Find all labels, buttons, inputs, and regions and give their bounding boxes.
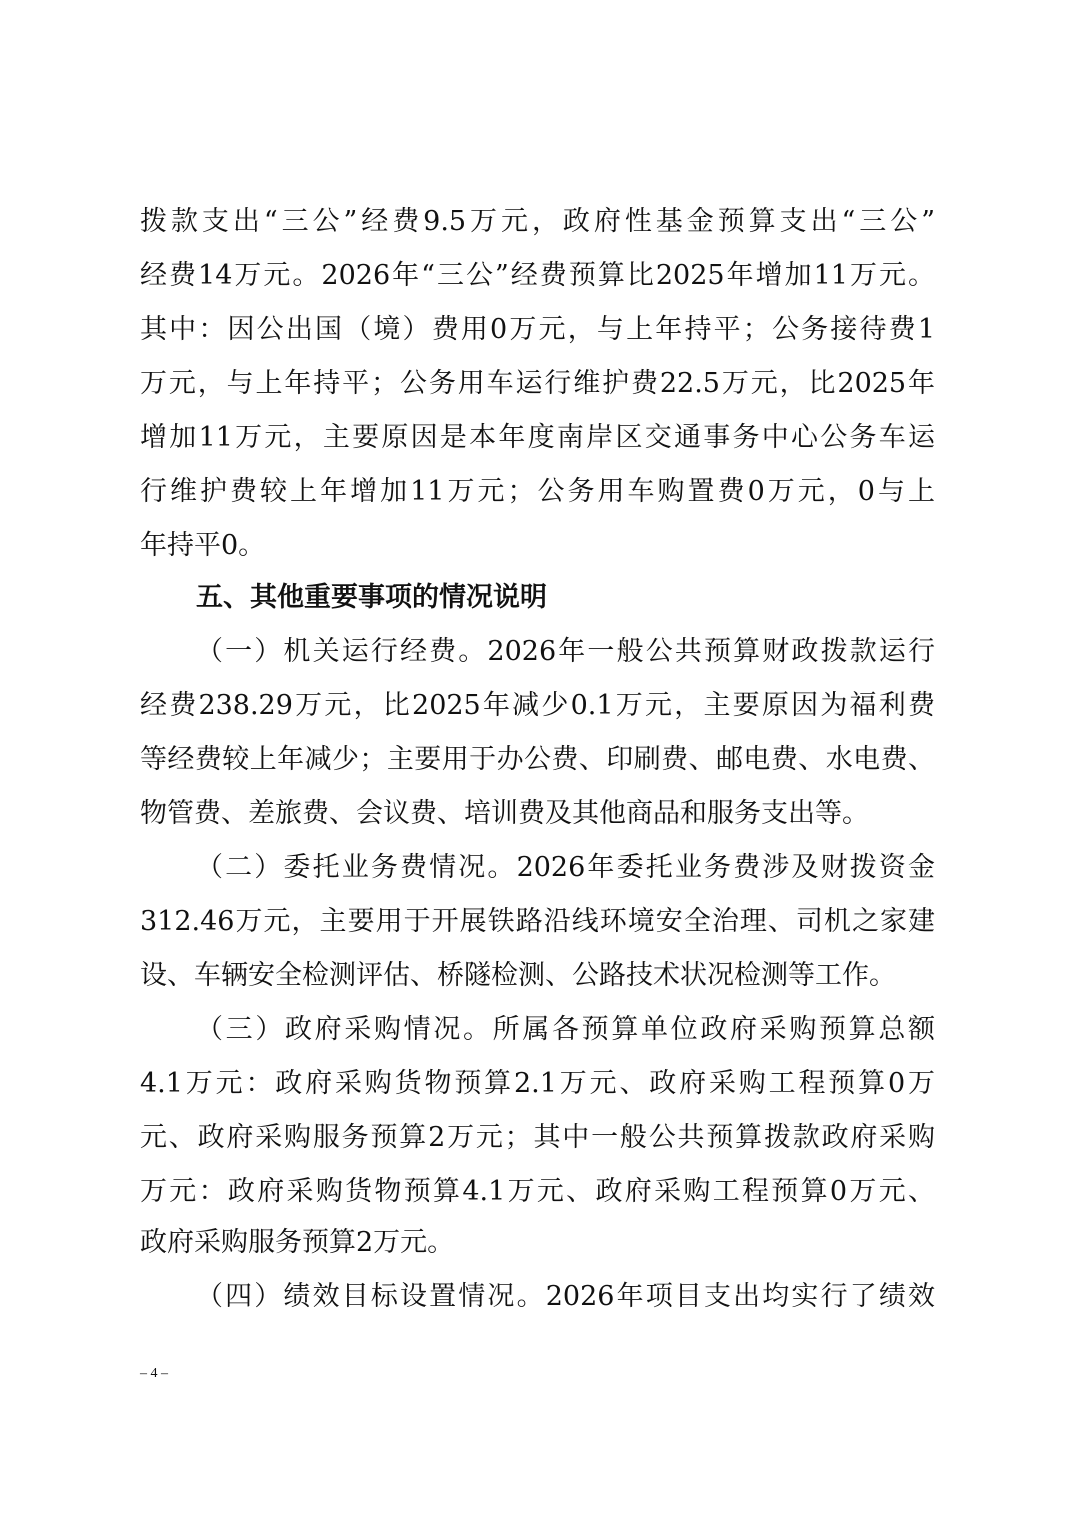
text-line: 年持平0。	[140, 530, 266, 561]
text-line: 行维护费较上年增加11万元；公务用车购置费0万元，0与上	[140, 476, 935, 507]
text-line: 万元：政府采购货物预算4.1万元、政府采购工程预算0万元、	[140, 1176, 935, 1207]
text-line: 312.46万元，主要用于开展铁路沿线环境安全治理、司机之家建	[140, 906, 935, 937]
text-line: 经费14万元。2026年“三公”经费预算比2025年增加11万元。	[140, 260, 935, 291]
text-line: 政府采购服务预算2万元。	[140, 1227, 455, 1258]
text-line: 经费238.29万元，比2025年减少0.1万元，主要原因为福利费	[140, 690, 935, 721]
text-line: 万元，与上年持平；公务用车运行维护费22.5万元，比2025年	[140, 368, 935, 399]
text-line: 等经费较上年减少；主要用于办公费、印刷费、邮电费、水电费、	[140, 744, 935, 775]
text-line: 设、车辆安全检测评估、桥隧检测、公路技术状况检测等工作。	[140, 960, 896, 991]
text-line: 物管费、差旅费、会议费、培训费及其他商品和服务支出等。	[140, 798, 869, 829]
text-line: 拨款支出“三公”经费9.5万元，政府性基金预算支出“三公”	[140, 206, 935, 237]
text-line: （二）委托业务费情况。2026年委托业务费涉及财拨资金	[196, 852, 935, 883]
text-line: 增加11万元，主要原因是本年度南岸区交通事务中心公务车运	[140, 422, 935, 453]
text-line: 4.1万元：政府采购货物预算2.1万元、政府采购工程预算0万	[140, 1068, 935, 1099]
text-line: 其中：因公出国（境）费用0万元，与上年持平；公务接待费1	[140, 314, 935, 345]
section-heading: 五、其他重要事项的情况说明	[196, 582, 547, 613]
text-line: （一）机关运行经费。2026年一般公共预算财政拨款运行	[196, 636, 935, 667]
page-number: – 4 –	[140, 1366, 168, 1381]
text-line: （三）政府采购情况。所属各预算单位政府采购预算总额	[196, 1014, 935, 1045]
text-line: （四）绩效目标设置情况。2026年项目支出均实行了绩效	[196, 1281, 935, 1312]
text-line: 元、政府采购服务预算2万元；其中一般公共预算拨款政府采购	[140, 1122, 935, 1153]
